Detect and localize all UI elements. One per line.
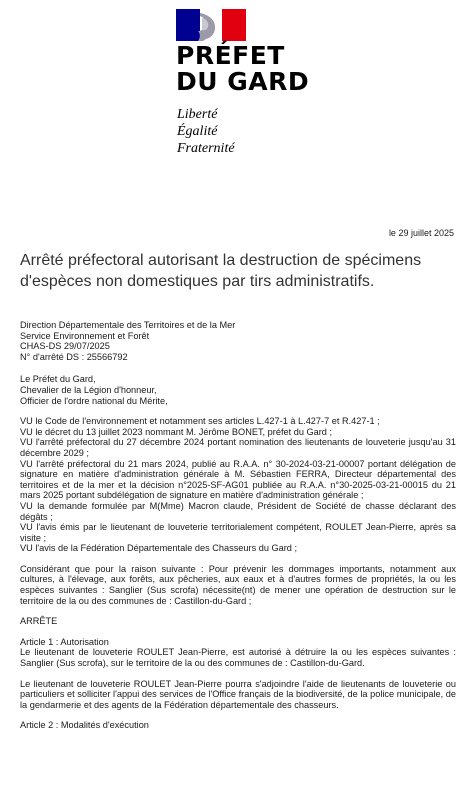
republic-motto	[177, 106, 235, 157]
vu-paragraph: VU la demande formulée par M(Mme) Macron claude, Président de Société de chasse déclarant des dégâts ;	[20, 500, 456, 522]
document-title: Arrêté préfectoral autorisant la destruction de spécimens d'espèces non domestiques par tirs administratifs.	[20, 252, 422, 290]
service-line: N° d'arrêté DS : 25566792	[20, 351, 128, 362]
article1-paragraph: Le lieutenant de louveterie ROULET Jean-Pierre pourra s'adjoindre l'aide de lieutenants de louveterie ou particuliers et solliciter l'appui des services de l'Office français de la biodiversité, de la police municipale, de la gendarmerie et des agents de la Fédération départementale des chasseurs.	[20, 678, 456, 710]
document-body	[20, 320, 456, 731]
article1-paragraph: Le lieutenant de louveterie ROULET Jean-Pierre, est autorisé à détruire la ou les espèces suivantes : Sanglier (Sus scrofa), sur le territoire de la ou des communes de : Castillon-du-Gard.	[20, 647, 456, 669]
prefet-du-gard-wordmark	[176, 43, 309, 95]
document-date: le 29 juillet 2025	[388, 228, 454, 238]
arrete-heading: ARRÊTE	[20, 616, 58, 627]
vu-paragraph: VU l'arrêté préfectoral du 27 décembre 2024 portant nomination des lieutenants de louveterie jusqu'au 31 décembre 2029 ;	[20, 437, 456, 458]
vu-paragraph: VU l'arrêté préfectoral du 21 mars 2024, publié au R.A.A. n° 30-2024-03-21-00007 portant délégation de signature en matière d'administration générale à M. Sébastien FERRA, Directeur départemental des territoires et de la mer et la décision n°2025-SF-AG01 publiée au R.A.A. n°30-2025-03-21-00015 du 21 mars 2025 portant subdélégation de signature en matière d'administration générale ;	[20, 458, 456, 501]
marianne-logo	[176, 9, 246, 41]
article1-heading: Article 1 : Autorisation	[20, 636, 109, 647]
motto-liberte: Liberté	[177, 107, 218, 122]
prefet-line: Le Préfet du Gard,	[20, 374, 96, 385]
service-line: Service Environnement et Forêt	[20, 330, 150, 341]
prefet-line2: DU GARD	[176, 67, 310, 96]
vu-paragraph: VU le décret du 13 juillet 2023 nommant M. Jérôme BONET, préfet du Gard ;	[20, 426, 333, 437]
vu-paragraph: VU l'avis de la Fédération Départementale des Chasseurs du Gard ;	[20, 543, 298, 554]
motto-egalite: Égalité	[177, 124, 218, 139]
service-line: CHAS-DS 29/07/2025	[20, 341, 110, 352]
service-line: Direction Départementale des Territoires et de la Mer	[20, 320, 236, 330]
considerant-paragraph: Considérant que pour la raison suivante : Pour prévenir les dommages importants, notamment aux cultures, à l'élevage, aux forêts, aux pêcheries, aux eaux et à d'autres formes de propriétés, la ou les espèces suivantes : Sanglier (Sus scrofa) nécessite(nt) de mener une opération de destruction sur le territoire de la ou des communes de : Castillon-du-Gard ;	[20, 563, 456, 606]
vu-paragraph: VU le Code de l'environnement et notamment ses articles L.427-1 à L.427-7 et R.427-1 ;	[20, 416, 380, 427]
vu-paragraph: VU l'avis émis par le lieutenant de louveterie territorialement compétent, ROULET Jean-Pierre, après sa visite ;	[20, 522, 456, 543]
prefet-line: Chevalier de la Légion d'honneur,	[20, 384, 157, 395]
prefet-line: Officier de l'ordre national du Mérite,	[20, 395, 168, 406]
article2-heading: Article 2 : Modalités d'exécution	[20, 720, 149, 731]
motto-fraternite: Fraternité	[177, 141, 235, 156]
prefet-line1: PRÉFET	[176, 41, 285, 70]
